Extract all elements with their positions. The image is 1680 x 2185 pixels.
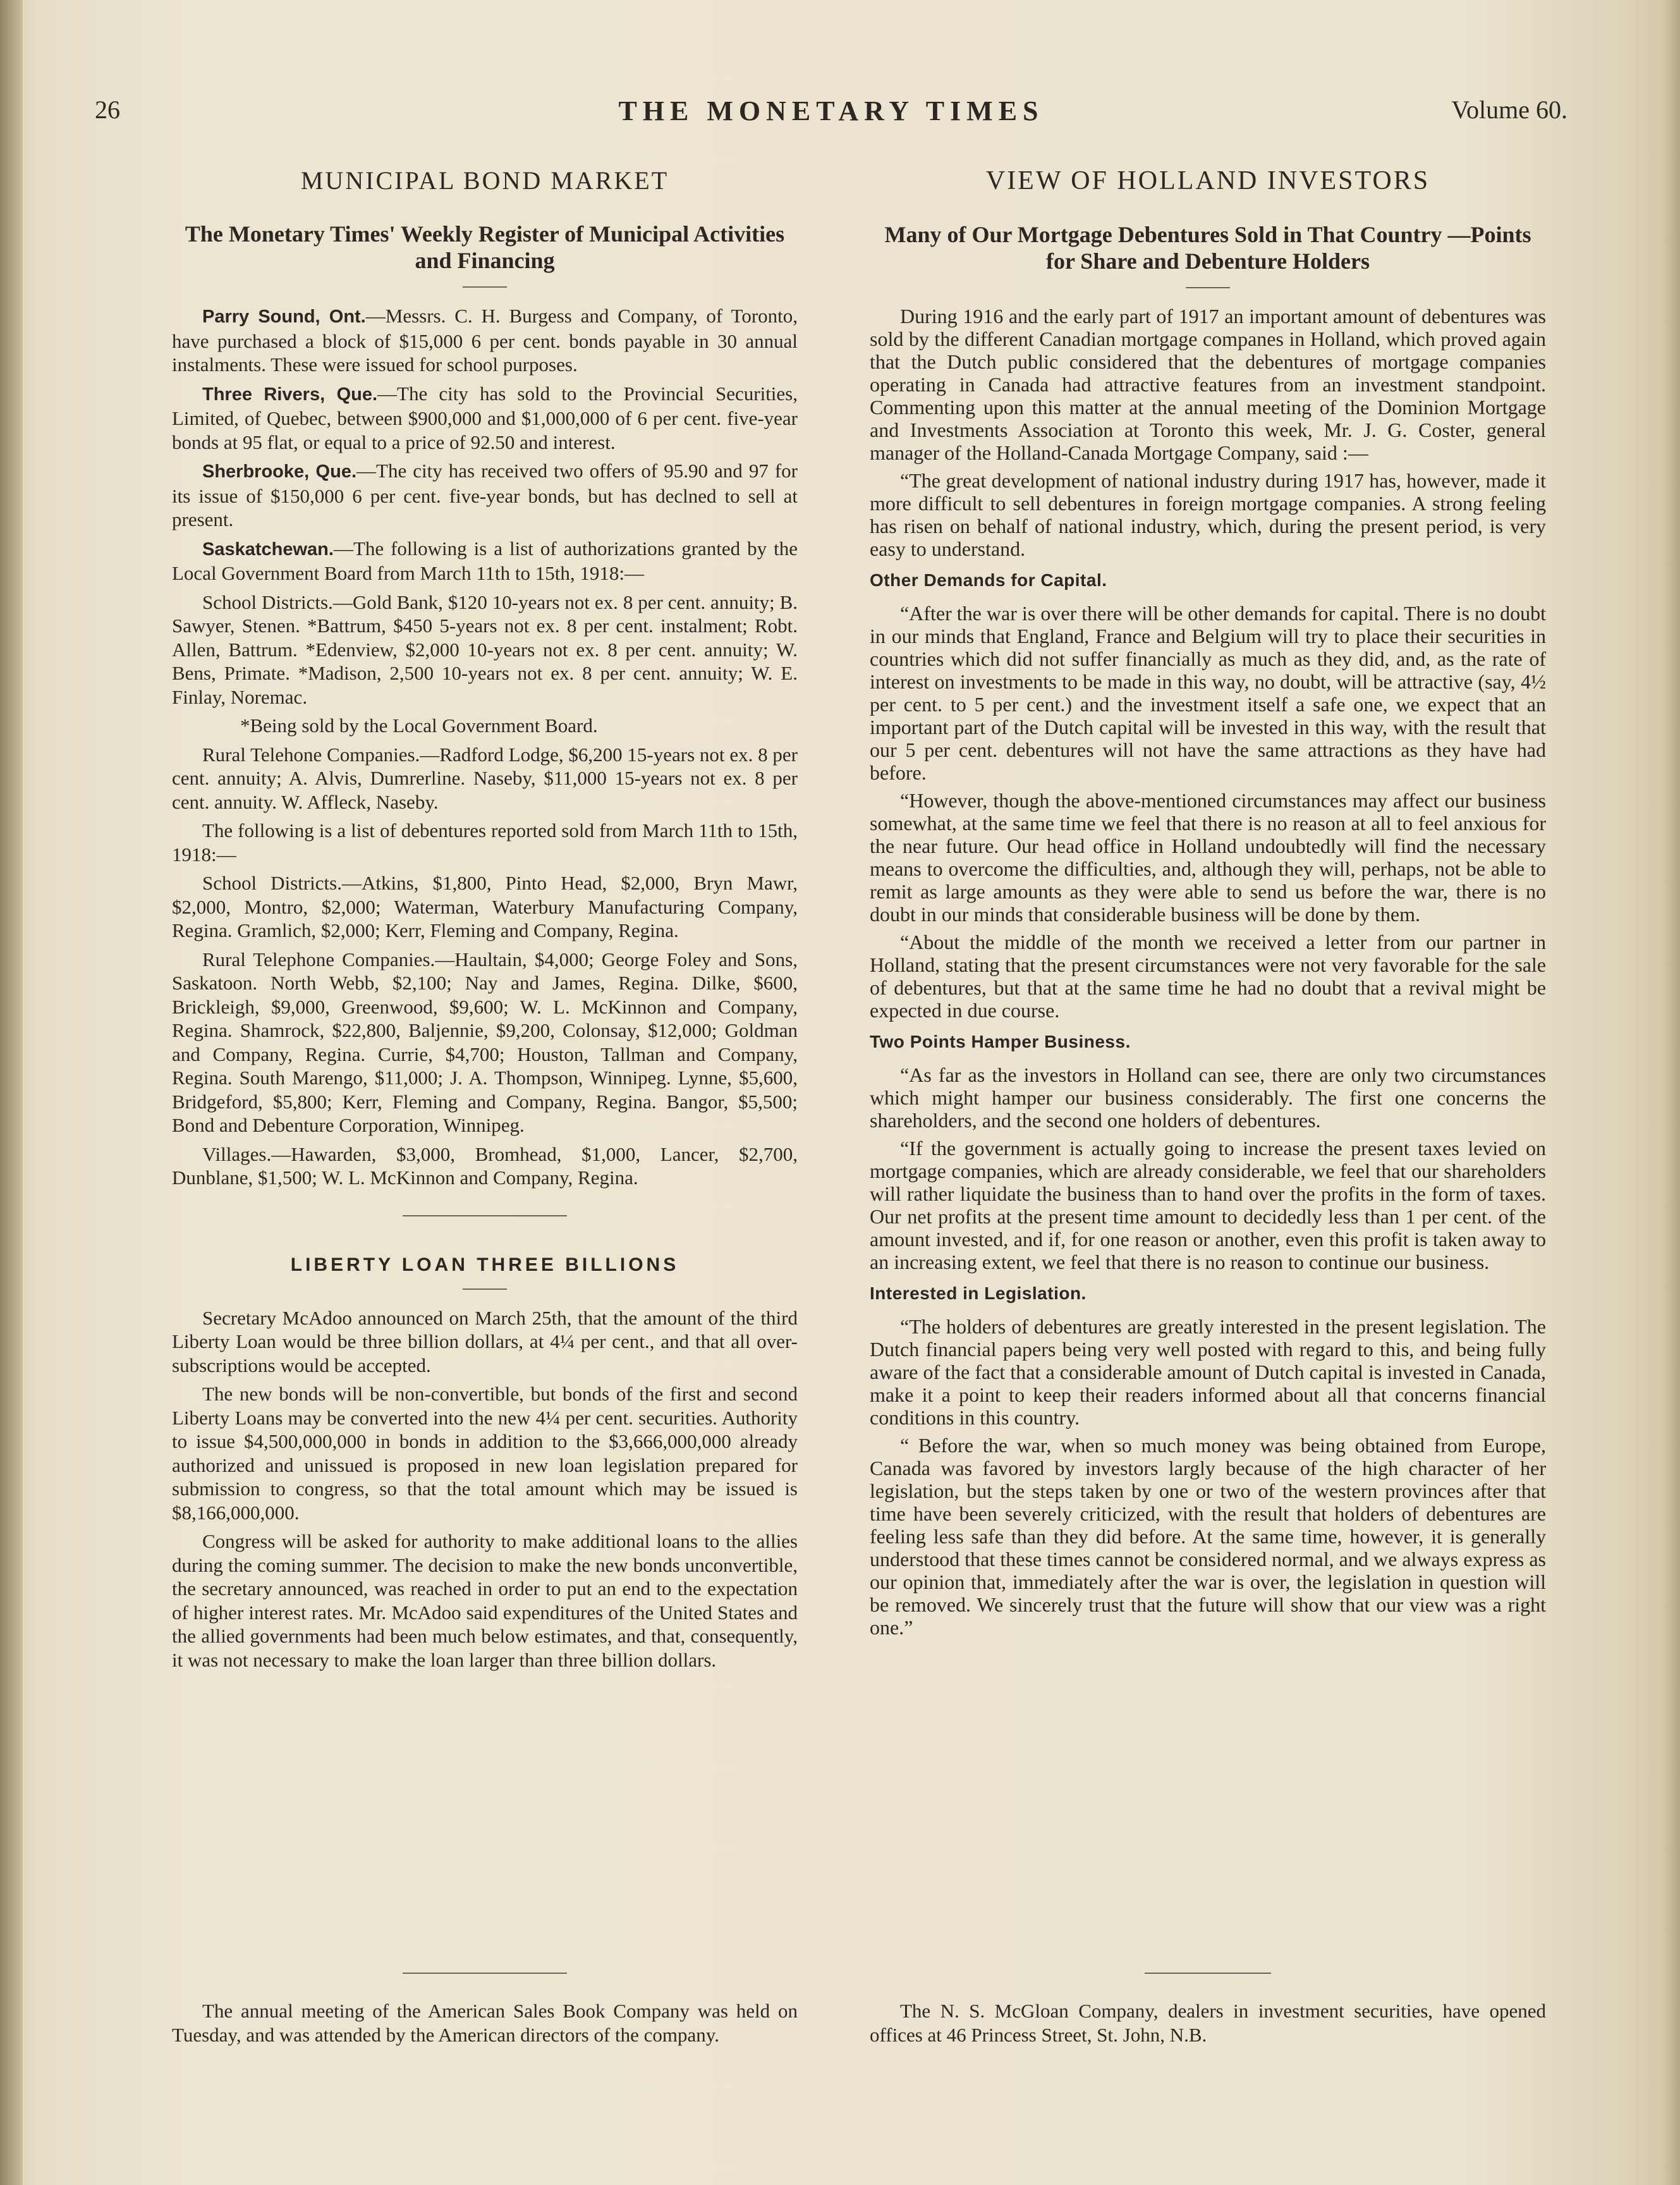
paragraph: “About the middle of the month we received a letter from our partner in Holland, stating that the present circumstances were not very favorable for the sale of debentures, but that at the same time he had no doubt that a revival might be expected in due course. [870, 931, 1546, 1022]
paragraph: “As far as the investors in Holland can see, there are only two circumstances which might hamper our business considerably. The first one concerns the shareholders, and the second one holders of debentures. [870, 1063, 1546, 1132]
footnote: *Being sold by the Local Government Board. [240, 714, 598, 737]
footer-paragraph: The N. S. McGloan Company, dealers in investment securities, have opened offices at 46 Princess Street, St. John, N.B. [870, 2000, 1546, 2046]
paragraph: “However, though the above-mentioned circumstances may affect our business somewhat, at the same time we feel that there is no reason at all to feel anxious for the near future. Our head office in Holland undoubtedly will find the necessary means to overcome the difficulties, and, although they will, perhaps, not be able to remit as large amounts as they were able to send us before the war, there is no doubt in our minds that considerable business will be done by them. [870, 789, 1546, 926]
running-head [95, 95, 1567, 133]
divider [463, 286, 507, 288]
left-footer [172, 1973, 798, 2052]
paragraph: “The great development of national industry during 1917 has, however, made it more difficult to sell debentures in foreign mortgage companies. A strong feeling has risen on behalf of national industry, which, during the present period, is very easy to understand. [870, 469, 1546, 560]
divider [403, 1973, 567, 1974]
paragraph: “If the government is actually going to increase the present taxes levied on mortgage companies, which are already considerable, we feel that our shareholders will rather liquidate the business than to hand over the profits in the form of taxes. Our net profits at the present time amount to decidedly less than 1 per cent. of the amount invested, and if, for one reason or another, even this profit is taken away to an increasing extent, we feel that there is no reason to continue our business. [870, 1137, 1546, 1273]
section-heading: Two Points Hamper Business. [870, 1032, 1131, 1051]
divider [463, 1288, 507, 1290]
page-number: 26 [95, 95, 120, 124]
paragraph: Villages.—Hawarden, $3,000, Bromhead, $1,000, Lancer, $2,700, Dunblane, $1,500; W. L. McKinnon and Company, Regina. [172, 1142, 798, 1189]
volume-label: Volume 60. [1451, 95, 1567, 124]
item-lede: Parry Sound, Ont. [202, 307, 366, 327]
paragraph: The new bonds will be non-convertible, but bonds of the first and second Liberty Loans may be converted into the new 4¼ per cent. securities. Authority to issue $4,500,000,000 in bonds in addition to the $3,666,000,000 already authorized and unissued is proposed in new loan legislation prepared for submission to congress, so that the total amount which may be issued is $8,166,000,000. [172, 1383, 798, 1524]
page-edge-right [1662, 0, 1680, 2185]
binding-gutter-left [0, 0, 23, 2185]
item-text: —The city has received two offers of 95.90 and 97 for its issue of $150,000 6 per cent. five-year bonds, but has declned to sell at present. [172, 460, 798, 530]
left-column [172, 166, 798, 1677]
paragraph: During 1916 and the early part of 1917 an important amount of debentures was sold by the different Canadian mortgage companes in Holland, which proved again that the Dutch public considered that the debentures of mortgage companies operating in Canada had attractive features from an investment standpoint. Commenting upon this matter at the annual meeting of the Dominion Mortgage and Investments Association at Toronto this week, Mr. J. G. Coster, general manager of the Holland-Canada Mortgage Company, said :— [870, 305, 1546, 464]
holland-investors-title: VIEW OF HOLLAND INVESTORS [985, 166, 1430, 195]
item-lede: Three Rivers, Que. [202, 384, 378, 405]
bond-item [172, 304, 798, 377]
bond-item [172, 382, 798, 455]
divider [403, 1215, 567, 1216]
paragraph: Rural Telephone Companies.—Haultain, $4,000; George Foley and Sons, Saskatoon. North Webb, $2,100; Nay and James, Regina. Dilke, $600, Brickleigh, $9,000, Greenwood, $9,600; W. L. McKinnon and Company, Regina. Shamrock, $22,800, Baljennie, $9,200, Colonsay, $12,000; Goldman and Company, Regina. Currie, $4,700; Houston, Tallman and Company, Regina. South Marengo, $11,000; J. A. Thompson, Winnipeg. Lynne, $5,600, Bridgeford, $5,800; Kerr, Fleming and Company, Regina. Bangor, $5,500; Bond and Debenture Corporation, Winnipeg. [172, 948, 798, 1136]
section-heading: Interested in Legislation. [870, 1283, 1087, 1303]
bond-item [172, 537, 798, 585]
section-heading: Other Demands for Capital. [870, 570, 1107, 590]
paragraph: “After the war is over there will be other demands for capital. There is no doubt in our minds that England, France and Belgium will try to place their securities in countries which did not suffer financially as much as they did, and, as the rate of interest on investments to be made in this way, no doubt, will be attractive (say, 4½ per cent. to 5 per cent.) and the investment itself a safe one, we expect that an important part of the Dutch capital will be invested in this way, with the result that our 5 per cent. debentures will not have the same attractions as they have had before. [870, 602, 1546, 784]
item-text: —The following is a list of authorizations granted by the Local Government Board from March 11th to 15th, 1918:— [172, 537, 798, 584]
divider [1145, 1973, 1271, 1974]
bond-item [172, 459, 798, 532]
publication-title: THE MONETARY TIMES [618, 95, 1044, 126]
paragraph: “ Before the war, when so much money was being obtained from Europe, Canada was favored by investors largly because of the high character of her legislation, but the steps taken by one or two of the western provinces after that time have been severely criticized, with the result that holders of debentures are feeling less safe than they did before. At the same time, however, it is generally understood that these times cannot be considered normal, and we always express as our opinion that, immediately after the war is over, the legislation in question will be removed. We sincerely trust that the future will show that our view was a right one.” [870, 1434, 1546, 1639]
paragraph: Rural Telehone Companies.—Radford Lodge, $6,200 15-years not ex. 8 per cent. annuity; A. Alvis, Dumrerline. Naseby, $11,000 15-years not ex. 8 per cent. annuity. W. Affleck, Naseby. [172, 743, 798, 813]
paragraph: Congress will be asked for authority to make additional loans to the allies during the coming summer. The decision to make the new bonds unconvertible, the secretary announced, was reached in order to put an end to the expectation of higher interest rates. Mr. McAdoo said expenditures of the United States and the allied governments had been much below estimates, and that, consequently, it was not necessary to make the loan larger than three billion dollars. [172, 1530, 798, 1671]
item-text: —The city has sold to the Provincial Securities, Limited, of Quebec, between $900,000 and $1,000,000 of 6 per cent. five-year bonds at 95 flat, or equal to a price of 92.50 and interest. [172, 382, 798, 453]
right-footer [870, 1973, 1546, 2052]
footer-paragraph: The annual meeting of the American Sales Book Company was held on Tuesday, and was attended by the American directors of the company. [172, 2000, 798, 2046]
right-column [870, 166, 1546, 1644]
liberty-loan-title: LIBERTY LOAN THREE BILLIONS [290, 1254, 679, 1275]
divider [1186, 287, 1230, 288]
paragraph: School Districts.—Gold Bank, $120 10-years not ex. 8 per cent. annuity; B. Sawyer, Stenen. *Battrum, $450 5-years not ex. 8 per cent. instalment; Robt. Allen, Battrum. *Edenview, $2,000 10-years not ex. 8 per cent. annuity; W. Bens, Primate. *Madison, 2,500 10-years not ex. 8 per cent. annuity; W. E. Finlay, Noremac. [172, 591, 798, 708]
municipal-bond-market-title: MUNICIPAL BOND MARKET [300, 166, 669, 195]
municipal-subheading: The Monetary Times' Weekly Register of Municipal Activities and Financing [185, 221, 785, 273]
paragraph: “The holders of debentures are greatly interested in the present legislation. The Dutch financial papers being very well posted with regard to this, and being fully aware of the fact that a considerable amount of Dutch capital is invested in Canada, make it a point to keep their readers informed about all that concerns financial conditions in this country. [870, 1315, 1546, 1429]
paragraph: School Districts.—Atkins, $1,800, Pinto Head, $2,000, Bryn Mawr, $2,000, Montro, $2,000; Waterman, Waterbury Manufacturing Company, Regina. Gramlich, $2,000; Kerr, Fleming and Company, Regina. [172, 872, 798, 941]
paragraph: Secretary McAdoo announced on March 25th, that the amount of the third Liberty Loan would be three billion dollars, at 4¼ per cent., and that all over-subscriptions would be accepted. [172, 1306, 798, 1376]
holland-subheading: Many of Our Mortgage Debentures Sold in That Country —Points for Share and Debenture Holders [884, 222, 1531, 274]
item-lede: Saskatchewan. [202, 539, 334, 560]
item-text: —Messrs. C. H. Burgess and Company, of Toronto, have purchased a block of $15,000 6 per cent. bonds payable in 30 annual instalments. These were issued for school purposes. [172, 305, 798, 376]
paragraph: The following is a list of debentures reported sold from March 11th to 15th, 1918:— [172, 819, 798, 866]
item-lede: Sherbrooke, Que. [202, 462, 357, 482]
